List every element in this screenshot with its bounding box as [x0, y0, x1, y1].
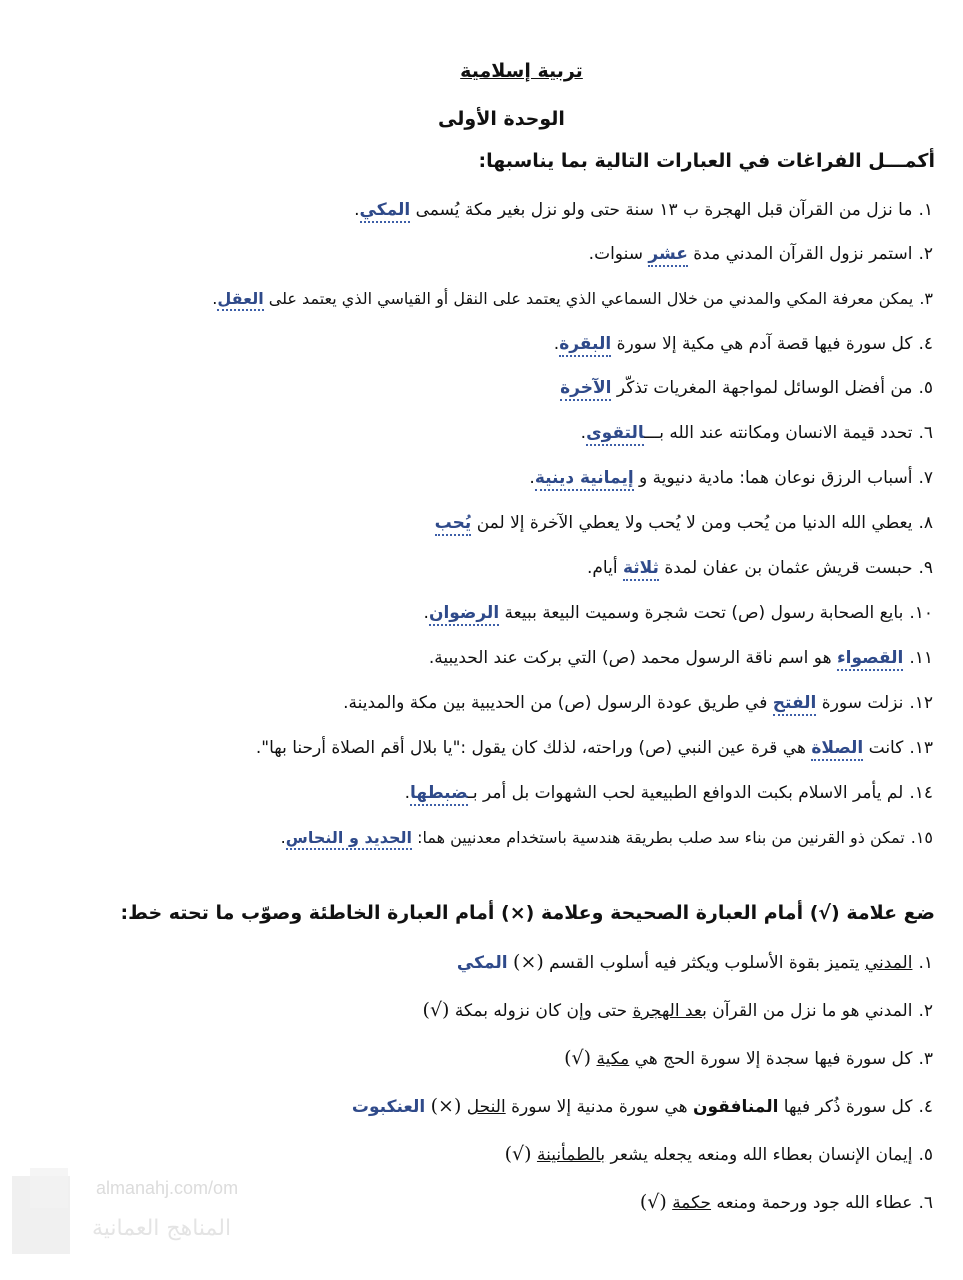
correction: المكي [456, 953, 508, 973]
cross-mark: (×) [513, 951, 544, 973]
answer: ضبطها [410, 783, 468, 806]
check-mark: (√) [504, 1143, 532, 1165]
list-item: ٥.من أفضل الوسائل لمواجهة المغريات تذكّر الآخرة [560, 376, 933, 400]
check-mark: (√) [422, 999, 450, 1021]
check-mark: (√) [564, 1047, 592, 1069]
list-item: ٩.حبست قريش عثمان بن عفان لمدة ثلاثة أيام. [587, 556, 933, 580]
list-item: ٤.كل سورة فيها قصة آدم هي مكية إلا سورة البقرة. [554, 332, 933, 356]
answer: ثلاثة [623, 558, 659, 581]
correction: العنكبوت [351, 1097, 426, 1117]
list-item: ١٣.كانت الصلاة هي قرة عين النبي (ص) وراحته، لذلك كان يقول :"يا بلال أقم الصلاة أرحنا بها". [256, 736, 933, 760]
answer: التقوى [586, 423, 644, 446]
answer: إيمانية دينية [535, 468, 634, 491]
list-item: ٥.إيمان الإنسان بعطاء الله ومنعه يجعله يشعر بالطمأنينة (√) [504, 1143, 933, 1165]
list-item: ١٢.نزلت سورة الفتح في طريق عودة الرسول (ص) من الحديبية بين مكة والمدينة. [343, 691, 933, 715]
answer: الرضوان [429, 603, 499, 626]
cross-mark: (×) [430, 1095, 462, 1117]
answer: المكي [360, 200, 411, 223]
unit-title: الوحدة الأولى [438, 108, 565, 130]
answer: يُحب [435, 513, 472, 536]
list-item: ١٥.تمكن ذو القرنين من بناء سد صلب بطريقة هندسية باستخدام معدنيين هما: الحديد و النحاس. [281, 826, 933, 850]
list-item: ٢.استمر نزول القرآن المدني مدة عشر سنوات. [589, 242, 933, 266]
watermark-text: المناهج العمانية [92, 1216, 232, 1241]
list-item: ٦.عطاء الله جود ورحمة ومنعه حكمة (√) [639, 1191, 933, 1213]
answer: الفتح [773, 693, 817, 716]
list-item: ٨.يعطي الله الدنيا من يُحب ومن لا يُحب ولا يعطي الآخرة إلا لمن يُحب [435, 511, 933, 535]
page-title: تربية إسلامية [460, 60, 583, 82]
list-item: ١.ما نزل من القرآن قبل الهجرة ب ١٣ سنة حتى ولو نزل بغير مكة يُسمى المكي. [354, 198, 933, 222]
answer: عشر [648, 244, 688, 267]
fill-in-blanks-heading: أكمـــل الفراغات في العبارات التالية بما يناسبها: [478, 150, 935, 172]
answer: الحديد و النحاس [286, 828, 412, 850]
list-item: ٣.يمكن معرفة المكي والمدني من خلال السماعي الذي يعتمد على النقل أو القياسي الذي يعتمد على العقل. [212, 287, 933, 311]
answer: البقرة [559, 334, 611, 357]
list-item: ١١.القصواء هو اسم ناقة الرسول محمد (ص) التي بركت عند الحديبية. [429, 646, 933, 670]
list-item: ١.المدني يتميز بقوة الأسلوب ويكثر فيه أسلوب القسم (×) المكي [456, 951, 933, 973]
list-item: ١٤.لم يأمر الاسلام بكبت الدوافع الطبيعية لحب الشهوات بل أمر بـضبطها. [405, 781, 933, 805]
answer: الصلاة [811, 738, 863, 761]
true-false-heading: ضع علامة (√) أمام العبارة الصحيحة وعلامة (×) أمام العبارة الخاطئة وصوّب ما تحته خط: [120, 902, 935, 924]
watermark-url: almanahj.com/om [96, 1178, 239, 1198]
list-item: ٢.المدني هو ما نزل من القرآن بعد الهجرة حتى وإن كان نزوله بمكة (√) [422, 999, 933, 1021]
answer: القصواء [837, 648, 903, 671]
answer: الآخرة [560, 378, 611, 401]
list-item: ٦.تحدد قيمة الانسان ومكانته عند الله بـــالتقوى. [581, 421, 933, 445]
check-mark: (√) [639, 1191, 667, 1213]
list-item: ٣.كل سورة فيها سجدة إلا سورة الحج هي مكية (√) [564, 1047, 933, 1069]
answer: العقل [217, 289, 263, 311]
list-item: ١٠.بايع الصحابة رسول (ص) تحت شجرة وسميت البيعة ببيعة الرضوان. [424, 601, 933, 625]
list-item: ٤.كل سورة ذُكر فيها المنافقون هي سورة مدنية إلا سورة النحل (×) العنكبوت [351, 1095, 933, 1117]
list-item: ٧.أسباب الرزق نوعان هما: مادية دنيوية و إيمانية دينية. [529, 466, 933, 490]
